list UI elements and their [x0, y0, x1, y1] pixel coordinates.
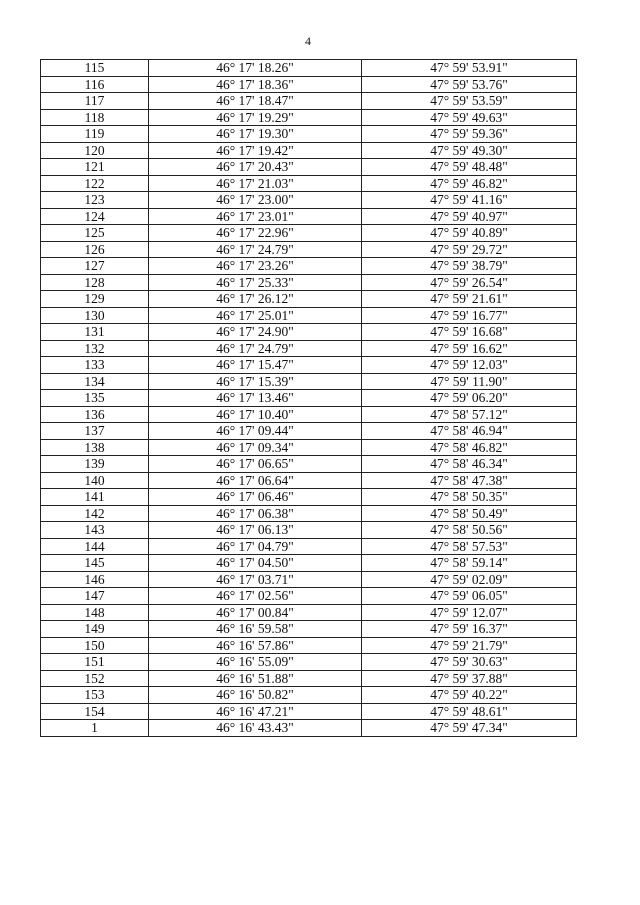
table-row	[41, 588, 577, 605]
latitude-cell: 46° 17' 23.00"	[149, 192, 362, 209]
latitude-cell: 46° 17' 22.96"	[149, 225, 362, 242]
longitude-cell: 47° 59' 29.72"	[362, 241, 577, 258]
point-number-cell: 153	[41, 687, 149, 704]
latitude-cell: 46° 17' 19.42"	[149, 142, 362, 159]
point-number-cell: 142	[41, 505, 149, 522]
point-number-cell: 152	[41, 670, 149, 687]
point-number-cell: 132	[41, 340, 149, 357]
table-row	[41, 670, 577, 687]
longitude-cell: 47° 59' 21.61"	[362, 291, 577, 308]
point-number-cell: 117	[41, 93, 149, 110]
longitude-cell: 47° 59' 59.36"	[362, 126, 577, 143]
longitude-cell: 47° 59' 48.61"	[362, 703, 577, 720]
latitude-cell: 46° 17' 25.01"	[149, 307, 362, 324]
latitude-cell: 46° 17' 04.79"	[149, 538, 362, 555]
longitude-cell: 47° 59' 30.63"	[362, 654, 577, 671]
table-row	[41, 687, 577, 704]
table-row	[41, 241, 577, 258]
latitude-cell: 46° 17' 25.33"	[149, 274, 362, 291]
table-row	[41, 522, 577, 539]
point-number-cell: 154	[41, 703, 149, 720]
longitude-cell: 47° 59' 40.97"	[362, 208, 577, 225]
longitude-cell: 47° 58' 59.14"	[362, 555, 577, 572]
table-row	[41, 720, 577, 737]
latitude-cell: 46° 16' 57.86"	[149, 637, 362, 654]
table-row	[41, 505, 577, 522]
coordinates-table	[40, 59, 577, 737]
latitude-cell: 46° 17' 06.13"	[149, 522, 362, 539]
latitude-cell: 46° 17' 15.47"	[149, 357, 362, 374]
point-number-cell: 133	[41, 357, 149, 374]
table-row	[41, 538, 577, 555]
longitude-cell: 47° 59' 02.09"	[362, 571, 577, 588]
point-number-cell: 143	[41, 522, 149, 539]
latitude-cell: 46° 16' 50.82"	[149, 687, 362, 704]
latitude-cell: 46° 17' 06.46"	[149, 489, 362, 506]
table-row	[41, 159, 577, 176]
table-row	[41, 76, 577, 93]
longitude-cell: 47° 59' 16.37"	[362, 621, 577, 638]
point-number-cell: 140	[41, 472, 149, 489]
point-number-cell: 144	[41, 538, 149, 555]
coordinates-table-body	[41, 60, 577, 737]
latitude-cell: 46° 17' 06.64"	[149, 472, 362, 489]
table-row	[41, 357, 577, 374]
point-number-cell: 115	[41, 60, 149, 77]
table-row	[41, 208, 577, 225]
table-row	[41, 93, 577, 110]
point-number-cell: 129	[41, 291, 149, 308]
latitude-cell: 46° 17' 06.65"	[149, 456, 362, 473]
latitude-cell: 46° 17' 02.56"	[149, 588, 362, 605]
table-row	[41, 637, 577, 654]
latitude-cell: 46° 16' 43.43"	[149, 720, 362, 737]
table-row	[41, 604, 577, 621]
point-number-cell: 123	[41, 192, 149, 209]
table-row	[41, 225, 577, 242]
latitude-cell: 46° 17' 24.90"	[149, 324, 362, 341]
table-row	[41, 192, 577, 209]
table-row	[41, 390, 577, 407]
table-row	[41, 60, 577, 77]
table-row	[41, 340, 577, 357]
point-number-cell: 141	[41, 489, 149, 506]
latitude-cell: 46° 17' 26.12"	[149, 291, 362, 308]
table-row	[41, 324, 577, 341]
point-number-cell: 147	[41, 588, 149, 605]
table-row	[41, 126, 577, 143]
latitude-cell: 46° 17' 24.79"	[149, 340, 362, 357]
point-number-cell: 137	[41, 423, 149, 440]
longitude-cell: 47° 59' 46.82"	[362, 175, 577, 192]
point-number-cell: 128	[41, 274, 149, 291]
longitude-cell: 47° 58' 46.94"	[362, 423, 577, 440]
page-number: 4	[305, 34, 311, 48]
latitude-cell: 46° 17' 18.26"	[149, 60, 362, 77]
point-number-cell: 119	[41, 126, 149, 143]
longitude-cell: 47° 59' 49.63"	[362, 109, 577, 126]
point-number-cell: 118	[41, 109, 149, 126]
longitude-cell: 47° 58' 57.53"	[362, 538, 577, 555]
point-number-cell: 126	[41, 241, 149, 258]
longitude-cell: 47° 58' 50.35"	[362, 489, 577, 506]
table-row	[41, 175, 577, 192]
latitude-cell: 46° 17' 03.71"	[149, 571, 362, 588]
point-number-cell: 125	[41, 225, 149, 242]
longitude-cell: 47° 58' 46.34"	[362, 456, 577, 473]
table-row	[41, 489, 577, 506]
point-number-cell: 122	[41, 175, 149, 192]
longitude-cell: 47° 59' 47.34"	[362, 720, 577, 737]
latitude-cell: 46° 17' 09.34"	[149, 439, 362, 456]
table-row	[41, 621, 577, 638]
latitude-cell: 46° 16' 59.58"	[149, 621, 362, 638]
latitude-cell: 46° 17' 21.03"	[149, 175, 362, 192]
table-row	[41, 373, 577, 390]
longitude-cell: 47° 59' 11.90"	[362, 373, 577, 390]
longitude-cell: 47° 58' 47.38"	[362, 472, 577, 489]
table-row	[41, 291, 577, 308]
point-number-cell: 145	[41, 555, 149, 572]
latitude-cell: 46° 16' 55.09"	[149, 654, 362, 671]
longitude-cell: 47° 59' 38.79"	[362, 258, 577, 275]
table-row	[41, 654, 577, 671]
point-number-cell: 1	[41, 720, 149, 737]
longitude-cell: 47° 59' 37.88"	[362, 670, 577, 687]
longitude-cell: 47° 59' 12.07"	[362, 604, 577, 621]
latitude-cell: 46° 17' 13.46"	[149, 390, 362, 407]
point-number-cell: 150	[41, 637, 149, 654]
latitude-cell: 46° 17' 15.39"	[149, 373, 362, 390]
table-row	[41, 439, 577, 456]
longitude-cell: 47° 59' 06.05"	[362, 588, 577, 605]
point-number-cell: 131	[41, 324, 149, 341]
point-number-cell: 134	[41, 373, 149, 390]
table-row	[41, 472, 577, 489]
point-number-cell: 124	[41, 208, 149, 225]
latitude-cell: 46° 16' 47.21"	[149, 703, 362, 720]
table-row	[41, 406, 577, 423]
point-number-cell: 127	[41, 258, 149, 275]
longitude-cell: 47° 59' 53.59"	[362, 93, 577, 110]
table-row	[41, 703, 577, 720]
latitude-cell: 46° 17' 10.40"	[149, 406, 362, 423]
table-row	[41, 571, 577, 588]
latitude-cell: 46° 16' 51.88"	[149, 670, 362, 687]
point-number-cell: 120	[41, 142, 149, 159]
longitude-cell: 47° 59' 53.91"	[362, 60, 577, 77]
latitude-cell: 46° 17' 09.44"	[149, 423, 362, 440]
longitude-cell: 47° 59' 06.20"	[362, 390, 577, 407]
latitude-cell: 46° 17' 00.84"	[149, 604, 362, 621]
latitude-cell: 46° 17' 18.36"	[149, 76, 362, 93]
point-number-cell: 139	[41, 456, 149, 473]
latitude-cell: 46° 17' 19.29"	[149, 109, 362, 126]
longitude-cell: 47° 59' 49.30"	[362, 142, 577, 159]
point-number-cell: 130	[41, 307, 149, 324]
longitude-cell: 47° 58' 57.12"	[362, 406, 577, 423]
longitude-cell: 47° 59' 48.48"	[362, 159, 577, 176]
longitude-cell: 47° 59' 53.76"	[362, 76, 577, 93]
point-number-cell: 148	[41, 604, 149, 621]
longitude-cell: 47° 58' 50.56"	[362, 522, 577, 539]
table-row	[41, 555, 577, 572]
point-number-cell: 151	[41, 654, 149, 671]
point-number-cell: 135	[41, 390, 149, 407]
longitude-cell: 47° 59' 16.77"	[362, 307, 577, 324]
table-row	[41, 109, 577, 126]
point-number-cell: 146	[41, 571, 149, 588]
latitude-cell: 46° 17' 23.01"	[149, 208, 362, 225]
longitude-cell: 47° 59' 12.03"	[362, 357, 577, 374]
longitude-cell: 47° 59' 41.16"	[362, 192, 577, 209]
longitude-cell: 47° 59' 16.68"	[362, 324, 577, 341]
table-row	[41, 274, 577, 291]
latitude-cell: 46° 17' 18.47"	[149, 93, 362, 110]
latitude-cell: 46° 17' 19.30"	[149, 126, 362, 143]
table-row	[41, 423, 577, 440]
latitude-cell: 46° 17' 24.79"	[149, 241, 362, 258]
longitude-cell: 47° 59' 21.79"	[362, 637, 577, 654]
point-number-cell: 121	[41, 159, 149, 176]
table-row	[41, 307, 577, 324]
longitude-cell: 47° 59' 40.22"	[362, 687, 577, 704]
latitude-cell: 46° 17' 23.26"	[149, 258, 362, 275]
latitude-cell: 46° 17' 20.43"	[149, 159, 362, 176]
latitude-cell: 46° 17' 06.38"	[149, 505, 362, 522]
table-row	[41, 258, 577, 275]
table-row	[41, 142, 577, 159]
table-row	[41, 456, 577, 473]
point-number-cell: 138	[41, 439, 149, 456]
point-number-cell: 136	[41, 406, 149, 423]
point-number-cell: 149	[41, 621, 149, 638]
longitude-cell: 47° 58' 50.49"	[362, 505, 577, 522]
point-number-cell: 116	[41, 76, 149, 93]
longitude-cell: 47° 59' 40.89"	[362, 225, 577, 242]
longitude-cell: 47° 58' 46.82"	[362, 439, 577, 456]
latitude-cell: 46° 17' 04.50"	[149, 555, 362, 572]
longitude-cell: 47° 59' 16.62"	[362, 340, 577, 357]
longitude-cell: 47° 59' 26.54"	[362, 274, 577, 291]
